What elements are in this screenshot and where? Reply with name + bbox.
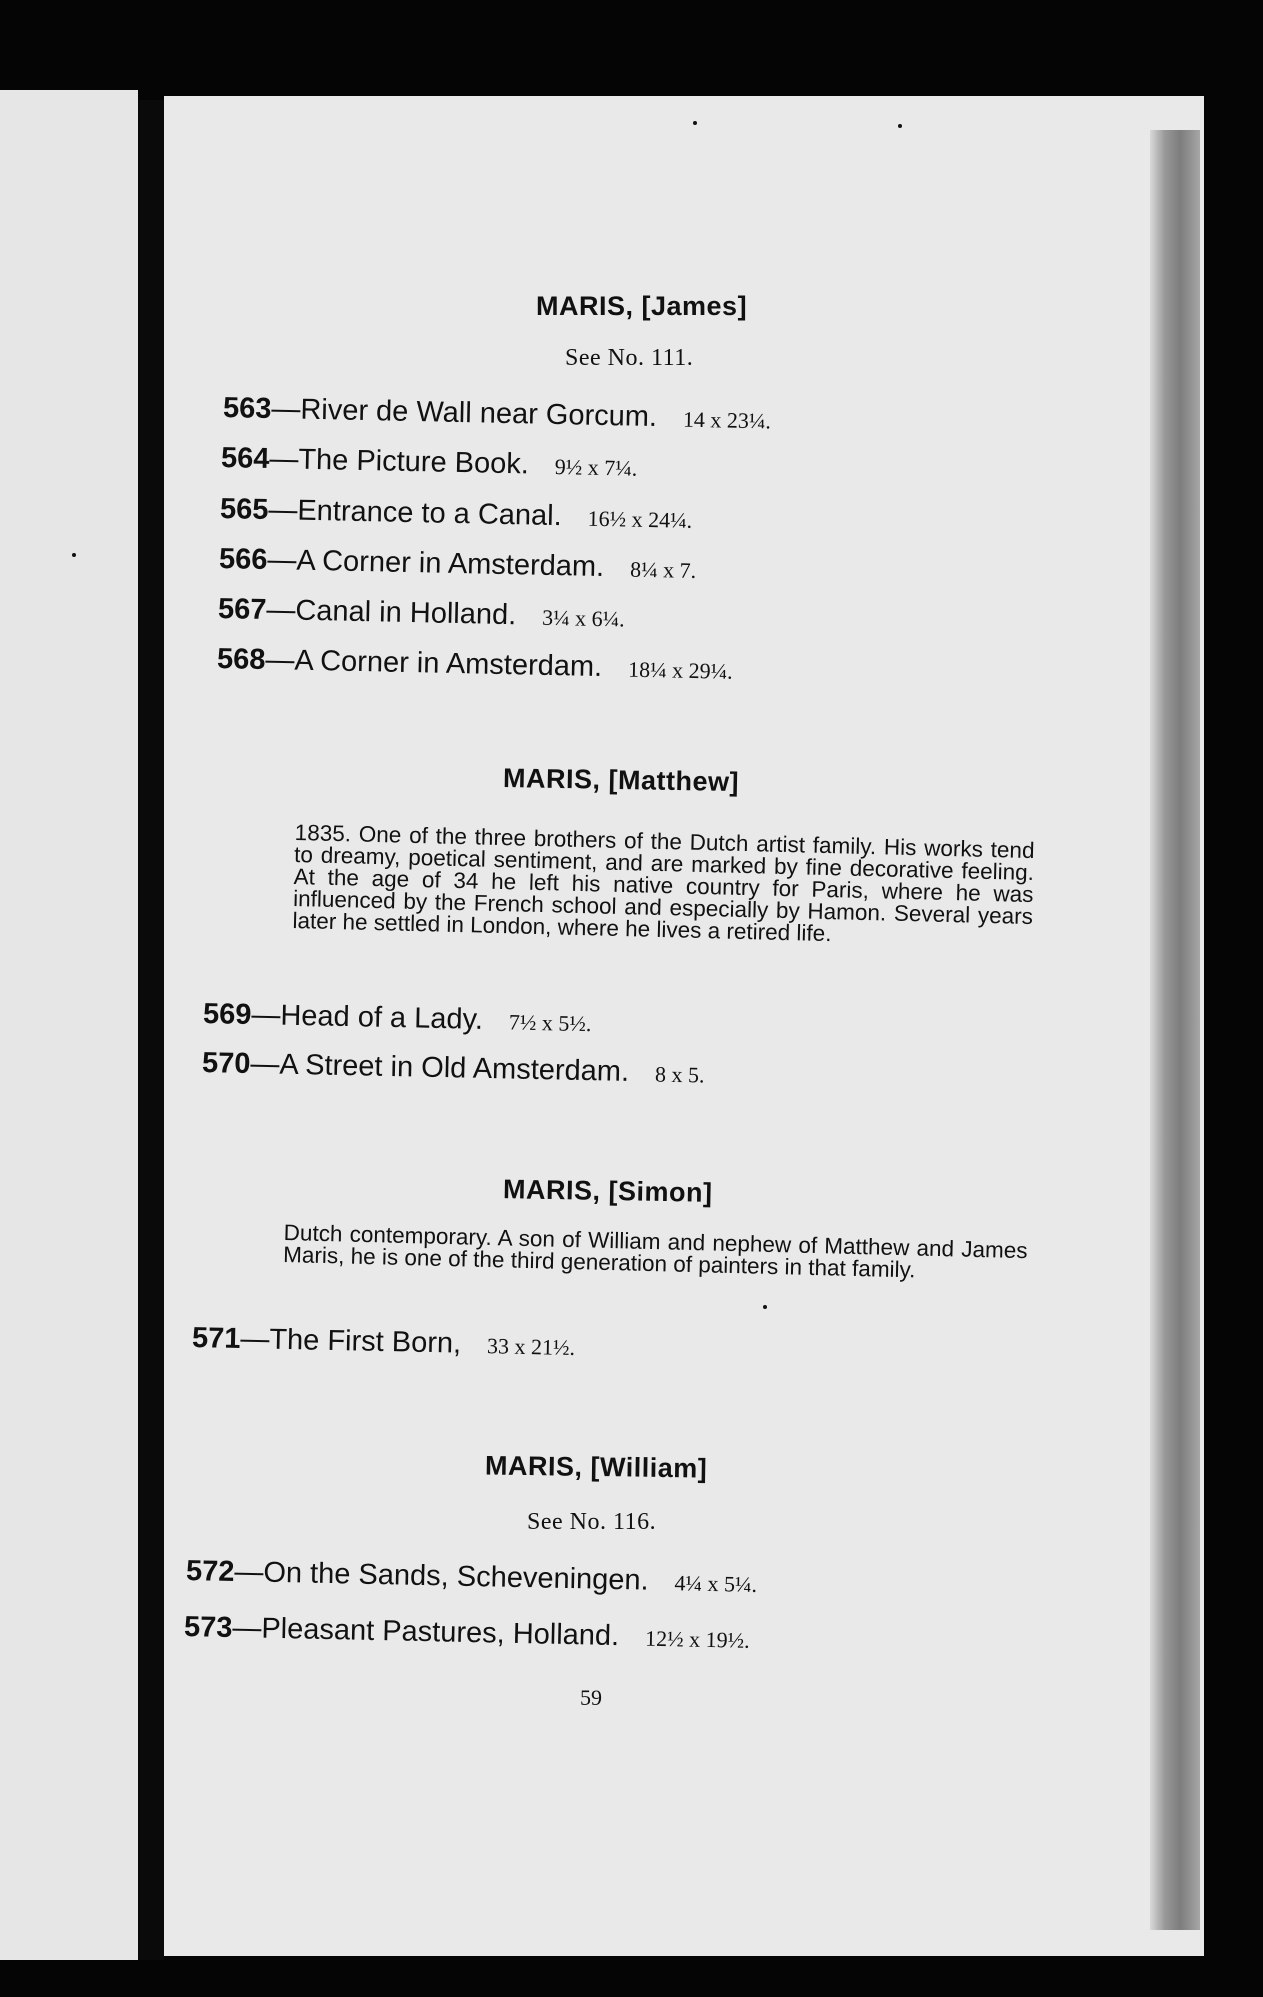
- catalogue-entry: 570—A Street in Old Amsterdam. 8 x 5.: [201, 1047, 705, 1088]
- painting-dimensions: 16½ x 24¼.: [587, 505, 693, 533]
- painting-title: Entrance to a Canal.: [297, 494, 563, 533]
- painting-title: The First Born,: [269, 1323, 462, 1360]
- painting-title: River de Wall near Gorcum.: [300, 393, 658, 434]
- catalogue-entry: 571—The First Born, 33 x 21½.: [191, 1322, 576, 1361]
- lot-number: 572: [185, 1555, 235, 1589]
- catalogue-entry: 568—A Corner in Amsterdam. 18¼ x 29¼.: [216, 643, 733, 684]
- lot-number: 569: [202, 998, 252, 1032]
- painting-dimensions: 33 x 21½.: [486, 1333, 576, 1361]
- painting-dimensions: 4¼ x 5¼.: [674, 1570, 758, 1597]
- dust-speck: [72, 553, 76, 557]
- artist-heading-simon: MARIS, [Simon]: [502, 1174, 713, 1208]
- painting-title: The Picture Book.: [298, 443, 530, 481]
- painting-title: Head of a Lady.: [280, 999, 484, 1036]
- painting-dimensions: 8 x 5.: [654, 1061, 705, 1088]
- dust-speck: [898, 124, 902, 128]
- catalogue-entry: 564—The Picture Book. 9½ x 7¼.: [220, 442, 638, 481]
- catalogue-entry: 565—Entrance to a Canal. 16½ x 24¼.: [219, 493, 693, 533]
- catalogue-entry: 572—On the Sands, Scheveningen. 4¼ x 5¼.: [185, 1555, 758, 1597]
- painting-title: A Street in Old Amsterdam.: [279, 1048, 630, 1088]
- artist-biography: Dutch contemporary. A son of William and nephew of Matthew and James Maris, he is one of the third generation of painters in that family.: [282, 1220, 1028, 1283]
- artist-heading-james: MARIS, [James]: [536, 291, 748, 321]
- page-number: 59: [580, 1685, 602, 1710]
- scan-background: [1205, 0, 1263, 1997]
- artist-heading-william: MARIS, [William]: [484, 1450, 708, 1484]
- lot-number: 565: [219, 493, 269, 527]
- painting-dimensions: 14 x 23¼.: [682, 406, 772, 434]
- painting-title: A Corner in Amsterdam.: [296, 544, 605, 584]
- painting-title: On the Sands, Scheveningen.: [263, 1556, 649, 1597]
- painting-dimensions: 9½ x 7¼.: [554, 453, 638, 481]
- cross-reference: See No. 116.: [527, 1509, 657, 1535]
- lot-number: 566: [218, 543, 268, 577]
- lot-number: 567: [217, 593, 267, 627]
- lot-number: 573: [183, 1611, 233, 1645]
- painting-dimensions: 8¼ x 7.: [629, 556, 697, 583]
- painting-dimensions: 7½ x 5½.: [508, 1009, 592, 1037]
- catalogue-entry: 569—Head of a Lady. 7½ x 5½.: [202, 998, 592, 1037]
- artist-heading-matthew: MARIS, [Matthew]: [502, 762, 740, 798]
- painting-title: A Corner in Amsterdam.: [294, 644, 603, 684]
- painting-title: Canal in Holland.: [295, 594, 517, 632]
- painting-dimensions: 18¼ x 29¼.: [627, 656, 733, 684]
- lot-number: 570: [201, 1047, 251, 1081]
- dust-speck: [693, 121, 697, 125]
- facing-page: [0, 90, 138, 1960]
- catalogue-entry: 573—Pleasant Pastures, Holland. 12½ x 19½.: [183, 1611, 750, 1653]
- lot-number: 563: [222, 392, 272, 426]
- page-edge-shadow: [1150, 130, 1200, 1930]
- catalogue-entry: 563—River de Wall near Gorcum. 14 x 23¼.: [222, 392, 772, 434]
- dust-speck: [763, 1305, 767, 1309]
- lot-number: 568: [216, 643, 266, 677]
- artist-biography: 1835. One of the three brothers of the Dutch artist family. His works tend to dreamy, poetical sentiment, and are marked by fine decorative feeling. At the age of 34 he left his native country for Paris, where he was influenced by the French school and especially by Hamon. Several years later he settled in London, where he lives a retired life.: [292, 820, 1035, 947]
- painting-title: Pleasant Pastures, Holland.: [261, 1612, 620, 1653]
- book-gutter: [138, 100, 164, 1960]
- catalogue-entry: 566—A Corner in Amsterdam. 8¼ x 7.: [218, 543, 697, 584]
- painting-dimensions: 12½ x 19½.: [644, 1625, 750, 1653]
- lot-number: 564: [220, 442, 270, 476]
- lot-number: 571: [191, 1322, 241, 1356]
- painting-dimensions: 3¼ x 6¼.: [541, 604, 625, 632]
- cross-reference: See No. 111.: [565, 345, 694, 371]
- catalogue-entry: 567—Canal in Holland. 3¼ x 6¼.: [217, 593, 625, 632]
